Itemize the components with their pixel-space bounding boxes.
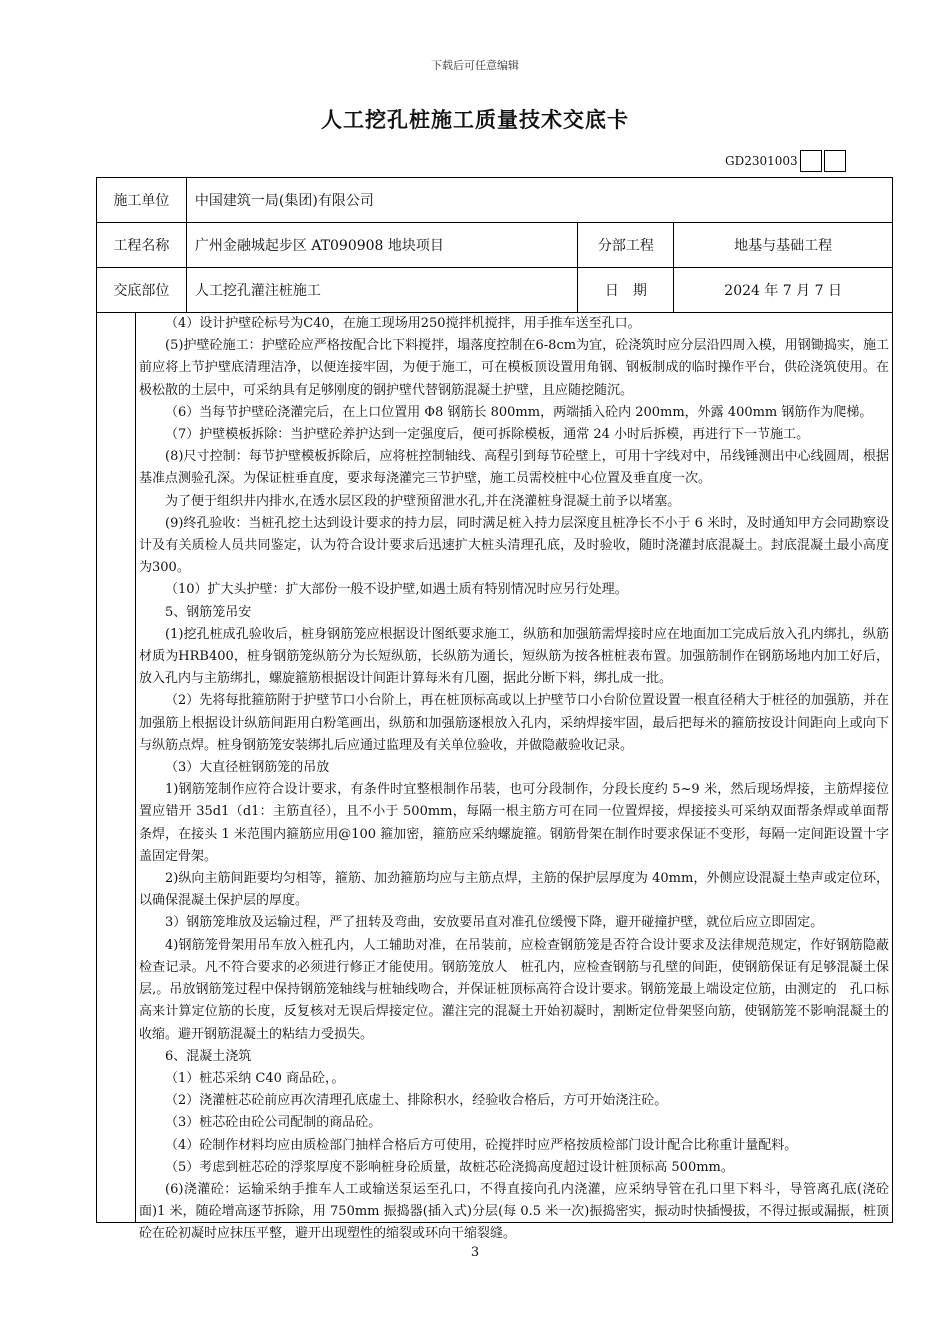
paragraph: （10）扩大头护壁：扩大部份一般不设护壁,如遇土质有特别情况时应另行处理。: [165, 582, 628, 598]
paragraph: （2）先将每批箍筋附于护壁节口小台阶上，再在桩顶标高或以上护壁节口小台阶位置设置一根直径稍大于桩径的加强筋，并在加强筋上根据设计纵筋间距用白粉笔画出，纵筋和加强筋逐根放入孔内，采纳焊接牢固，最后把每米的箍筋按设计间距向上或向下与纵筋点焊。桩身钢筋笼安装绑扎后应通过监理及有关单位验收，并做隐蔽验收记录。: [139, 693, 889, 753]
division-label: 分部工程: [578, 223, 674, 268]
row-unit: [97, 178, 893, 223]
section-heading: 5、钢筋笼吊安: [165, 604, 252, 620]
paragraph: 2)纵向主筋间距要均匀相等，箍筋、加劲箍筋均应与主筋点焊，主筋的保护层厚度为 40mm，外侧应设混凝土垫声或定位环，以确保混凝土保护层的厚度。: [139, 871, 889, 909]
content-text: [139, 313, 889, 1246]
row-project: [97, 223, 893, 268]
project-value: 广州金融城起步区 AT090908 地块项目: [186, 223, 577, 268]
page-number: 3: [470, 1245, 480, 1260]
date-value: 2024 年 7 月 7 日: [674, 268, 893, 313]
paragraph: (6)浇灌砼：运输采纳手推车人工或输送泵运至孔口，不得直接向孔内浇灌，应采纳导管在孔口里下料斗，导管离孔底(浇砼面)1 米，随砼增高逐节拆除，用 750mm 振捣器(插入式)分层(每 0.5 米一次)振捣密实，振动时快插慢拔，不得过振或漏振，桩顶砼在砼初凝时应抹压平整，避开出现塑性的缩裂或环向干缩裂缝。: [139, 1181, 889, 1242]
paragraph: (5)护壁砼施工：护壁砼应严格按配合比下料搅拌，塌落度控制在6-8cm为宜，砼浇筑时应分层沿四周入模，用钢锄捣实，施工前应将上节护壁底清理洁净，以便连接牢固，为便于施工，可在模板顶设置用角钢、钢板制成的临时操作平台，供砼浇筑使用。在极松散的土层中，可采纳具有足够刚度的钢护壁代替钢筋混凝土护壁，且应随挖随沉。: [139, 338, 889, 398]
paragraph: （2）浇灌桩芯砼前应再次清理孔底虚土、排除积水，经验收合格后，方可开始浇注砼。: [165, 1093, 668, 1109]
document-code: [725, 150, 846, 172]
paragraph: （1）桩芯采纳 C40 商品砼，。: [165, 1070, 345, 1086]
paragraph: 4)钢筋笼骨架用吊车放入桩孔内，人工辅助对准，在吊装前，应检查钢筋笼是否符合设计要求及法律规范规定，作好钢筋隐蔽检查记录。凡不符合要求的必须进行修正才能使用。钢筋笼放人 桩孔内，应检查钢筋与孔壁的间距，使钢筋保证有足够混凝土保层,。吊放钢筋笼过程中保持钢筋笼轴线与桩轴线吻合，并保证桩顶标高符合设计要求。钢筋笼最上端设定位筋，由测定的 孔口标高来计算定位筋的长度，反复核对无误后焊接定位。灌注完的混凝土开始初凝时，割断定位骨架竖向筋，使钢筋笼不影响混凝土的收缩。避开钢筋混凝土的粘结力受损失。: [139, 937, 889, 1042]
page-title: 人工挖孔桩施工质量技术交底卡: [321, 108, 629, 132]
paragraph: 为了便于组织井内排水,在透水层区段的护壁预留泄水孔,并在浇灌桩身混凝土前予以堵塞。: [165, 493, 681, 509]
row-part: [97, 268, 893, 313]
division-value: 地基与基础工程: [674, 223, 893, 268]
header-table: [96, 177, 893, 313]
date-label: 日 期: [578, 268, 674, 313]
paragraph: (9)终孔验收：当桩孔挖土达到设计要求的持力层，同时满足桩入持力层深度且桩净长不小于 6 米时，及时通知甲方会同勘察设计及有关质检人员共同鉴定，认为符合设计要求后迅速扩大桩头清理孔底，及时验收，随时浇灌封底混凝土。封底混凝土最小高度为300。: [139, 515, 889, 576]
part-label: 交底部位: [97, 268, 187, 313]
paragraph: （4）砼制作材料均应由质检部门抽样合格后方可使用，砼搅拌时应严格按质检部门设计配合比称重计量配料。: [165, 1137, 798, 1153]
project-label: 工程名称: [97, 223, 187, 268]
left-column-divider: [135, 312, 136, 1222]
part-value: 人工挖孔灌注桩施工: [186, 268, 577, 313]
paragraph: （6）当每节护壁砼浇灌完后，在上口位置用 Φ8 钢筋长 800mm，两端插入砼内 200mm，外露 400mm 钢筋作为爬梯。: [165, 404, 873, 420]
section-heading: 6、混凝土浇筑: [165, 1048, 252, 1064]
sub-heading: （3）大直径桩钢筋笼的吊放: [165, 760, 330, 776]
unit-value: 中国建筑一局(集团)有限公司: [186, 178, 892, 223]
paragraph: （7）护壁模板拆除：当护壁砼养护达到一定强度后，便可拆除模板，通常 24 小时后拆模，再进行下一节施工。: [165, 427, 810, 443]
unit-label: 施工单位: [97, 178, 187, 223]
paragraph: 1)钢筋笼制作应符合设计要求，有条件时宜整根制作吊装，也可分段制作，分段长度约 5~9 米，然后现场焊接，主筋焊接位置应错开 35d1（d1：主筋直径），且不小于 500mm，每隔一根主筋方可在同一位置焊接，焊接接头可采纳双面帮条焊或单面帮条焊，在接头 1 米范围内箍筋应用@100 箍加密，箍筋应采纳螺旋箍。钢筋骨架在制作时要求保证不变形，每隔一定间距设置十字盖固定骨架。: [139, 782, 889, 864]
code-box-2: [824, 150, 846, 172]
paragraph: （4）设计护壁砼标号为C40，在施工现场用250搅拌机搅拌，用手推车送至孔口。: [165, 316, 641, 331]
content-box: [96, 312, 893, 1242]
paragraph: (8)尺寸控制：每节护壁模板拆除后，应将桩控制轴线、高程引到每节砼壁上，可用十字线对中，吊线锤测出中心线圆周，根据基准点测验孔深。为保证桩垂直度，要求每浇灌完三节护壁，施工员需校桩中心位置及垂直度一次。: [139, 449, 889, 487]
document-code-text: GD2301003: [725, 154, 798, 168]
paragraph: （5）考虑到桩芯砼的浮浆厚度不影响桩身砼质量，故桩芯砼浇捣高度超过设计桩顶标高 500mm。: [165, 1159, 734, 1175]
paragraph: （3）桩芯砼由砼公司配制的商品砼。: [165, 1115, 382, 1131]
code-box-1: [800, 150, 822, 172]
paragraph: (1)挖孔桩成孔验收后，桩身钢筋笼应根据设计图纸要求施工，纵筋和加强筋需焊接时应在地面加工完成后放入孔内绑扎，纵筋材质为HRB400，桩身钢筋笼纵筋分为长短纵筋，长纵筋为通长，短纵筋为按各桩桩表布置。加强筋制作在钢筋场地内加工好后，放入孔内与主筋绑扎，螺旋箍筋根据设计间距计算每米有几圈，据此分断下料，绑扎成一批。: [139, 626, 889, 687]
paragraph: 3）钢筋笼堆放及运输过程，严了扭转及弯曲，安放要吊直对准孔位缓慢下降，避开碰撞护壁，就位后应立即固定。: [165, 915, 824, 931]
top-note: 下载后可任意编辑: [431, 59, 519, 72]
